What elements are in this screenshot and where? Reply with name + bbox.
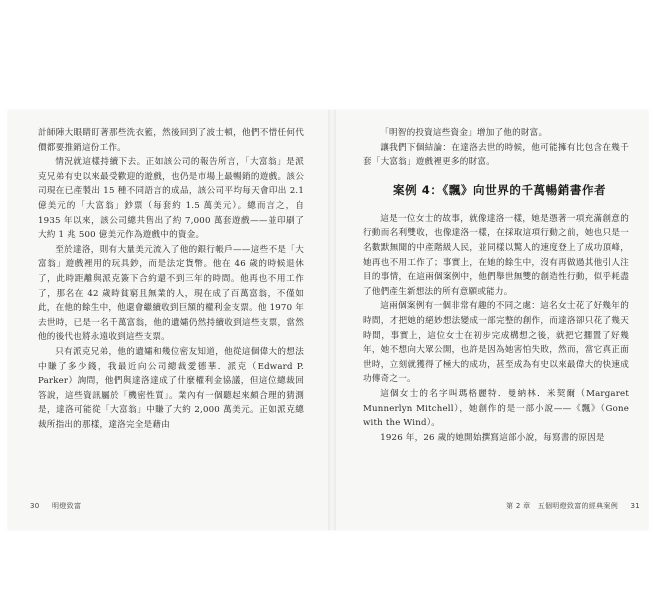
right-intro-paragraph-2: 讓我們下個結論：在達洛去世的時候，他可能擁有比包含在幾千套「大富翁」遊戲裡更多的財富。 [363, 142, 629, 168]
right-paragraph-3: 這個女士的名字叫瑪格麗特．曼納林．米契爾（Margaret Munnerlyn Mitchell），她創作的是一部小說——《飄》（Gone with the Wind）。 [363, 388, 629, 429]
right-paragraph-2: 這兩個案例有一個非常有趣的不同之處：這名女士花了好幾年的時間，才把她的絕妙想法變成一部完整的創作，而達洛卻只花了幾天時間，事實上，這位女士在初步完成構想之後，就把它擱置了好幾年，她不想向大眾公開，也許是因為她害怕失敗，然而，當它真正面世時，立刻就獲得了極大的成功，甚至成為有史以來最偉大的快速成功傳奇之一。 [363, 301, 629, 385]
right-running-title: 第 2 章 五個明燈致富的經典案例 [506, 502, 619, 510]
left-page [38, 126, 304, 432]
left-paragraph-1: 計師陣大眼睛盯著那些洗衣籃，然後回到了波士頓，他們不惜任何代價都要推銷這份工作。 [38, 128, 304, 153]
book-spread [8, 110, 648, 530]
case-heading: 案例 4：《飄》向世界的千萬暢銷書作者 [393, 182, 607, 197]
left-paragraph-4: 只有派克兄弟，他的遺孀和幾位密友知道，他從這個偉大的想法中賺了多少錢，我最近向公司總裁愛德華．派克（Edward P. Parker）詢問，他們與達洛達成了什麼權利金協議，但這位總裁回答說，這些資訊屬於「機密性質」。業內有一個聽起來頗合理的猜測是，達洛可能從「大富翁」中賺了大約 2,000 萬美元。正如派克總裁所指出的那樣，達洛完全是藉由 [38, 346, 304, 430]
left-page-number: 30 [30, 502, 40, 510]
right-page-number: 31 [630, 502, 641, 510]
left-paragraph-2: 情況就這樣持續下去。正如該公司的報告所言，「大富翁」是派克兄弟有史以來最受歡迎的遊戲，也仍是市場上最暢銷的遊戲。該公司現在已產製出 15 種不同語言的成品，該公司平均每天會印出 2.1 億美元的「大富翁」鈔票（每套約 1.5 萬美元）。總而言之，自 1935 年以來，該公司總共售出了約 7,000 萬套遊戲——並印刷了大約 1 兆 500 億美元作為遊戲中的資金。 [38, 157, 304, 241]
left-running-title: 明燈致富 [52, 502, 82, 510]
right-intro-paragraph-1: 「明智的投資這些資金」增加了他的財富。 [380, 128, 548, 138]
right-paragraph-4: 1926 年，26 歲的她開始撰寫這部小說，每寫書的原因是 [380, 432, 605, 443]
right-page [363, 126, 629, 445]
left-paragraph-3: 至於達洛，則有大量美元流入了他的銀行帳戶——這些不是「大富翁」遊戲裡用的玩具鈔，而是法定貨幣。他在 46 歲的時候退休了，此時距離與派克簽下合約還不到三年的時間。他再也不用工作了，那名在 42 歲時貧窮且無業的人，現在成了百萬富翁，不僅如此，在他的餘生中，他還會繼續收到巨額的權利金支票。他 1970 年去世時，已是一名千萬富翁，他的遺孀仍然持續收到這些支票，當然他的後代也將永遠收到這些支票。 [38, 244, 304, 343]
right-footer [506, 501, 640, 511]
right-paragraph-1: 這是一位女士的故事，就像達洛一樣，她是憑著一項充滿創意的行動而名利雙收，也像達洛一樣，在採取這項行動之前，她也只是一名數默無聞的中產階級人民，並同樣以驚人的速度登上了成功頂峰，她再也不用工作了；事實上，在她的餘生中，沒有再做過其他引人注目的事情，在這兩個案例中，他們舉世無雙的創造性行動，似乎耗盡了他們產生新想法的所有意願或能力。 [363, 213, 629, 297]
book-gutter [328, 110, 336, 530]
left-footer [30, 501, 81, 511]
